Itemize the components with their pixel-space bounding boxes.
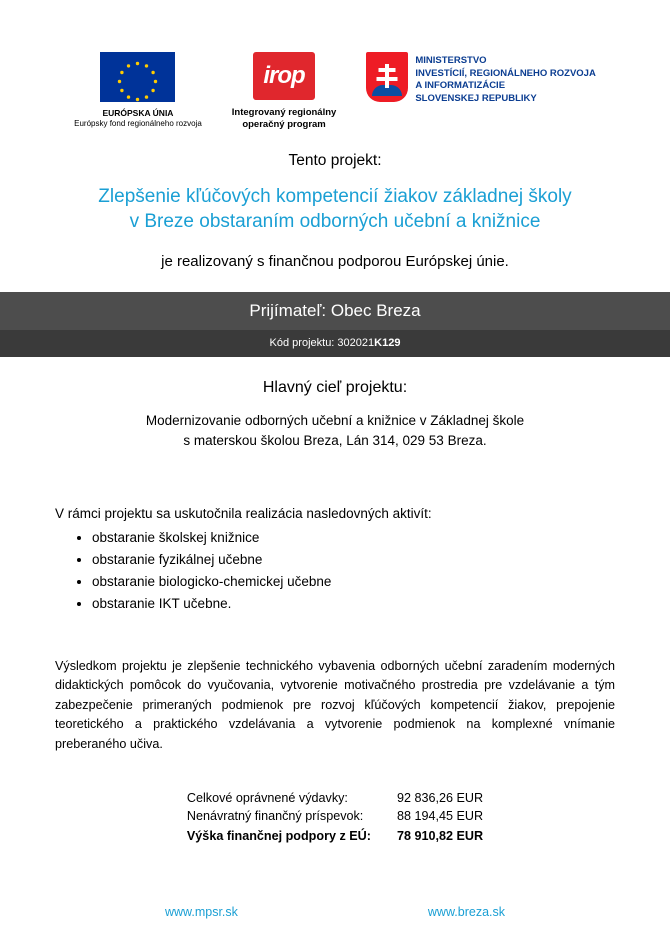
table-row: [187, 825, 483, 845]
eu-caption-line2: Európsky fond regionálneho rozvoja: [74, 119, 202, 129]
eu-caption: [74, 108, 202, 130]
finance-label: Nenávratný finančný príspevok:: [186, 808, 364, 823]
ministry-line3: A INFORMATIZÁCIE: [415, 80, 506, 92]
irop-logo-block: [232, 52, 337, 132]
ministry-logo-block: [366, 52, 596, 105]
table-row: [187, 807, 483, 825]
result-paragraph: Výsledkom projektu je zlepšenie technického vybavenia odborných učební zaradením moderných didaktických pomôcok do vyučovania, vytvorenie motivačného prostredia pre vzdelávanie a tým zabezpečenie primeraných podmienok pre rozvoj kľúčových kompetencií žiakov, prepojenie teoretického a praktického vzdelávania a vytvorenie podmienok na komplexné vnímanie preberaného učiva.: [55, 658, 615, 752]
table-row: [187, 789, 483, 807]
irop-caption: [232, 107, 337, 132]
list-item: • obstaranie IKT učebne.: [92, 593, 670, 615]
realized-text: je realizovaný s finančnou podporou Európskej únie.: [161, 252, 509, 270]
irop-logo-icon: [253, 52, 315, 100]
irop-caption-line1: Integrovaný regionálny: [231, 107, 337, 118]
finance-value: 88 194,45 EUR: [396, 808, 484, 823]
eu-flag-icon: [100, 52, 175, 102]
goal-line2: s materskou školou Breza, Lán 314, 029 53 Breza.: [183, 432, 487, 448]
finance-value: 92 836,26 EUR: [396, 790, 484, 805]
project-code-label: Kód projektu: 302021: [269, 336, 375, 349]
finance-value: 78 910,82 EUR: [396, 828, 484, 843]
list-item: • obstaranie fyzikálnej učebne: [92, 549, 670, 571]
ministry-text: [415, 52, 596, 105]
ministry-line4: SLOVENSKEJ REPUBLIKY: [415, 92, 537, 104]
irop-caption-line2: operačný program: [242, 119, 326, 131]
intro-text: Tento projekt:: [288, 151, 382, 169]
footer-link-breza[interactable]: www.breza.sk: [427, 905, 505, 919]
ministry-line1: MINISTERSTVO: [415, 55, 487, 66]
project-code-bar: [0, 330, 670, 357]
emblem-cross-lower-bar: [377, 77, 398, 81]
slovak-coat-of-arms-icon: [366, 52, 408, 102]
project-title-line2: v Breze obstaraním odborných učební a knižnice: [129, 211, 541, 233]
ministry-line2: INVESTÍCIÍ, REGIONÁLNEHO ROZVOJA: [415, 67, 596, 79]
logo-row: [0, 0, 670, 132]
goal-line1: Modernizovanie odborných učební a knižnice v Základnej škole: [145, 412, 525, 428]
finance-label: Výška finančnej podpory z EÚ:: [186, 828, 371, 843]
list-item: • obstaranie školskej knižnice: [92, 527, 670, 549]
project-title-line1: Zlepšenie kľúčových kompetencií žiakov základnej školy: [98, 185, 572, 207]
footer-links: [0, 905, 670, 919]
project-code-value: K129: [374, 336, 401, 349]
activities-intro: V rámci projektu sa uskutočnila realizácia nasledovných aktivít:: [55, 506, 432, 522]
beneficiary-bar: Prijímateľ: Obec Breza: [0, 292, 670, 330]
eu-caption-line1: EURÓPSKA ÚNIA: [102, 108, 174, 118]
finance-label: Celkové oprávnené výdavky:: [186, 790, 348, 805]
goal-text: [0, 411, 670, 450]
emblem-cross-upper-bar: [379, 68, 396, 72]
finance-section: [0, 789, 670, 845]
footer-link-mpsr[interactable]: www.mpsr.sk: [164, 905, 238, 919]
list-item: • obstaranie biologicko-chemickej učebne: [92, 571, 670, 593]
irop-wordmark: irop: [263, 62, 305, 89]
eu-logo-block: [74, 52, 202, 130]
project-title: [0, 184, 670, 235]
finance-table: [187, 789, 483, 845]
goal-heading: Hlavný cieľ projektu:: [262, 378, 408, 396]
activities-list: [0, 527, 670, 614]
